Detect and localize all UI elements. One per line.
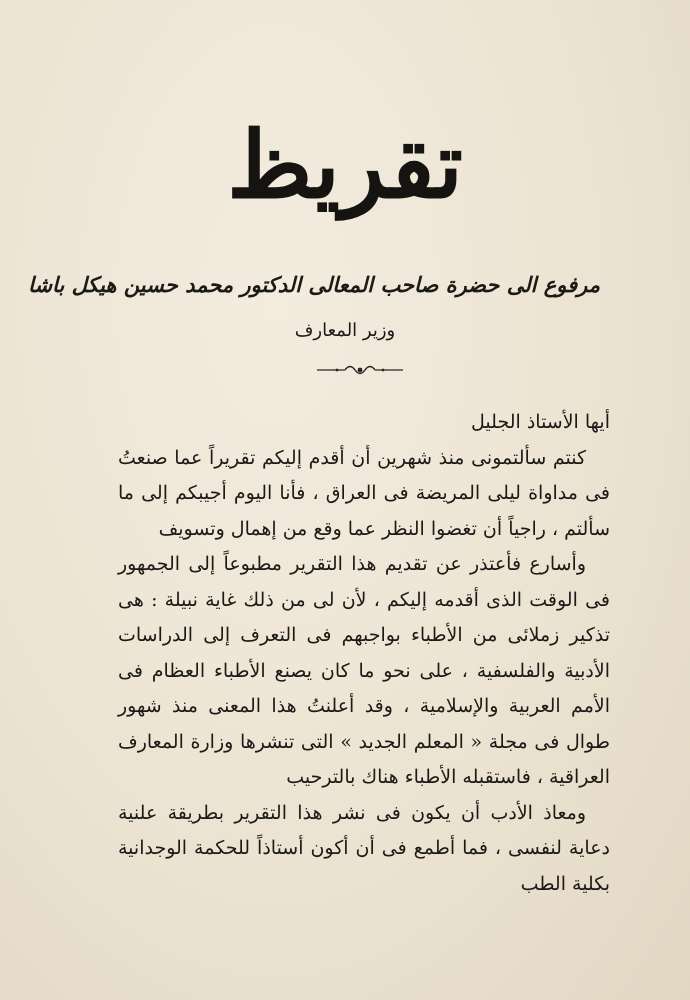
letter-body	[118, 405, 610, 902]
title-text: تقريظ	[227, 111, 463, 219]
salutation: أيها الأستاذ الجليل	[471, 411, 610, 433]
paragraph-2: وأسارع فأعتذر عن تقديم هذا التقرير مطبوعاً إلى الجمهور فى الوقت الذى أقدمه إليكم ، لأن لى من ذلك غاية نبيلة : هى تذكير زملائى من الأطباء بواجبهم فى التعرف إلى الدراسات الأدبية والفلسفية ، على نحو ما كان يصنع الأطباء العظام فى الأمم العربية والإسلامية ، وقد أعلنتُ هذا المعنى منذ شهور طوال فى مجلة « المعلم الجديد » التى تنشرها وزارة المعارف العراقية ، فاستقبله الأطباء هناك بالترحيب	[118, 553, 610, 788]
flourish-ornament-icon	[315, 360, 405, 380]
paragraph-3: ومعاذ الأدب أن يكون فى نشر هذا التقرير بطريقة علنية دعاية لنفسى ، فما أطمع فى أن أكون أستاذاً للحكمة الوجدانية بكلية الطب	[118, 801, 610, 895]
paragraph-1: كنتم سألتمونى منذ شهرين أن أقدم إليكم تقريراً عما صنعتُ فى مداواة ليلى المريضة فى العراق ، فأنا اليوم أجيبكم إلى ما سألتم ، راجياً أن تغضوا النظر عما وقع من إهمال وتسويف	[118, 446, 610, 540]
minister-line: وزير المعارف	[294, 320, 396, 341]
title-block	[0, 70, 690, 260]
calligraphic-title	[227, 111, 463, 219]
dedication-line: مرفوع الى حضرة صاحب المعالى الدكتور محمد حسين هيكل باشا	[28, 272, 600, 297]
